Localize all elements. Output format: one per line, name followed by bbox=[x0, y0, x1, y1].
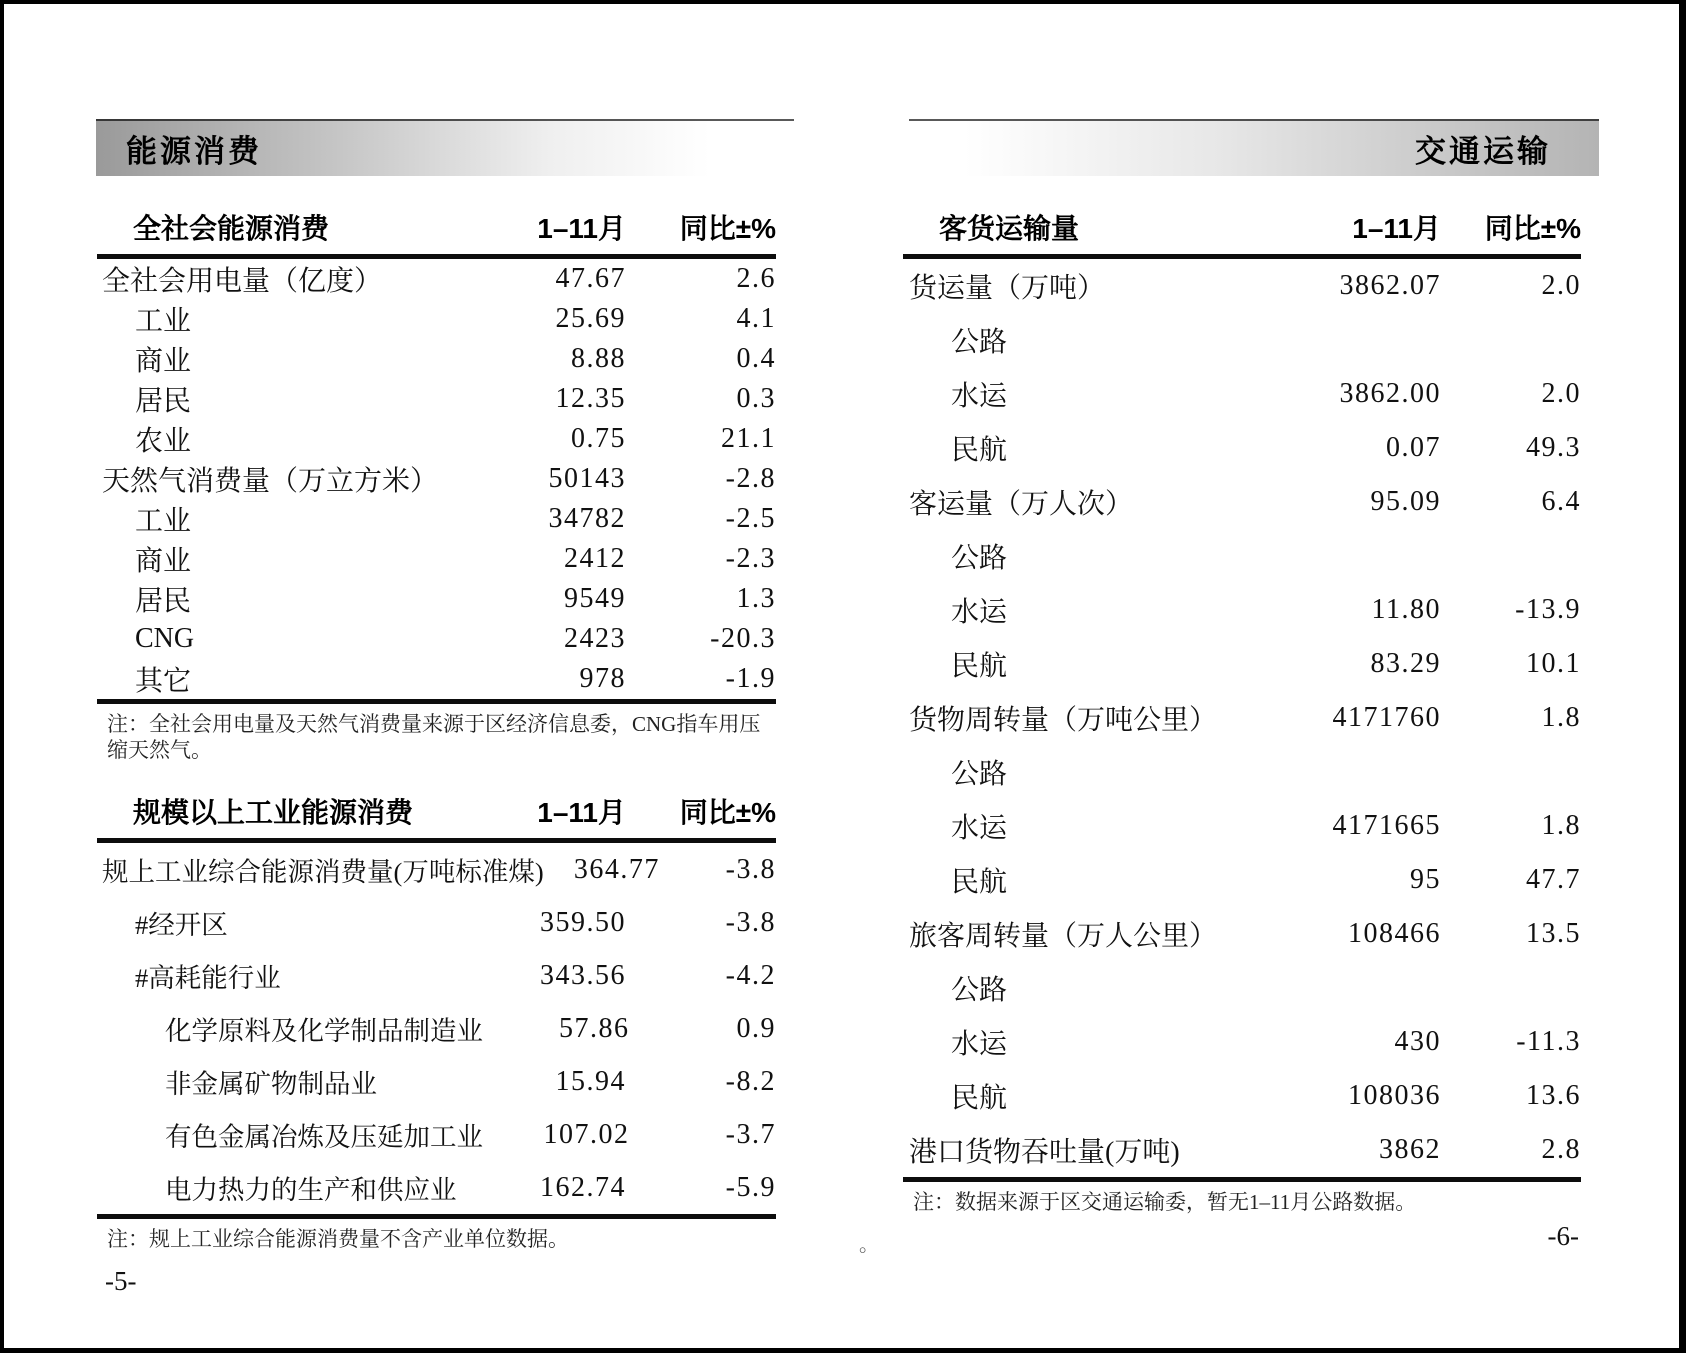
row-yoy-value: -5.9 bbox=[725, 1171, 776, 1203]
row-period-value: 3862 bbox=[1379, 1134, 1441, 1165]
table-society-energy-consumption bbox=[97, 199, 776, 704]
row-yoy-value: 2.6 bbox=[736, 263, 776, 294]
row-period-value: 4171665 bbox=[1332, 810, 1441, 841]
table-row bbox=[97, 379, 776, 419]
table-row bbox=[903, 1123, 1581, 1177]
row-period-value: 34782 bbox=[548, 503, 626, 534]
table-row bbox=[97, 1161, 776, 1214]
table-header-row bbox=[97, 783, 776, 843]
society-energy-table-note: 注：全社会用电量及天然气消费量来源于区经济信息委，CNG指车用压缩天然气。 bbox=[107, 712, 761, 762]
column-header-period: 1–11月 bbox=[1352, 212, 1441, 244]
row-yoy-value: -2.5 bbox=[725, 503, 776, 534]
row-period-value: 8.88 bbox=[571, 343, 626, 374]
row-yoy-value: 21.1 bbox=[721, 423, 776, 454]
row-label: 商业 bbox=[135, 346, 192, 377]
row-label: 水运 bbox=[951, 1029, 1008, 1060]
energy-page-content bbox=[97, 199, 776, 1297]
table-row bbox=[97, 499, 776, 539]
table-row bbox=[97, 339, 776, 379]
table-row bbox=[97, 259, 776, 299]
row-label: 有色金属冶炼及压延加工业 bbox=[165, 1122, 483, 1152]
row-label: #经开区 bbox=[135, 910, 228, 940]
row-period-value: 108466 bbox=[1348, 918, 1441, 949]
table-row bbox=[97, 619, 776, 659]
table-row bbox=[903, 637, 1581, 691]
table-body bbox=[97, 259, 776, 704]
table-row bbox=[97, 896, 776, 949]
row-period-value: 108036 bbox=[1348, 1080, 1441, 1111]
row-yoy-value: 1.8 bbox=[1541, 702, 1581, 733]
row-label: 化学原料及化学制品制造业 bbox=[165, 1016, 483, 1046]
row-period-value: 0.07 bbox=[1386, 432, 1441, 463]
row-period-value: 3862.07 bbox=[1339, 270, 1441, 301]
table-row bbox=[97, 539, 776, 579]
table-body bbox=[903, 259, 1581, 1182]
row-yoy-value: -3.8 bbox=[725, 853, 776, 885]
column-header-yoy: 同比±% bbox=[679, 212, 776, 244]
row-yoy-value: 2.0 bbox=[1541, 378, 1581, 409]
table-row bbox=[97, 843, 776, 896]
row-label: 港口货物吞吐量(万吨) bbox=[909, 1137, 1180, 1168]
column-header-period: 1–11月 bbox=[537, 212, 626, 244]
table-passenger-freight-transport bbox=[903, 199, 1581, 1182]
row-period-value: 343.56 bbox=[540, 959, 626, 991]
row-label: 公路 bbox=[951, 327, 1008, 358]
row-yoy-value: 4.1 bbox=[736, 303, 776, 334]
row-yoy-value: 1.8 bbox=[1541, 810, 1581, 841]
column-header-period: 1–11月 bbox=[537, 796, 626, 828]
energy-section-title: 能源消费 bbox=[126, 134, 262, 169]
row-period-value: 47.67 bbox=[555, 263, 626, 294]
row-yoy-value: 1.3 bbox=[736, 583, 776, 614]
table-body bbox=[97, 843, 776, 1219]
row-label: 居民 bbox=[135, 386, 192, 417]
row-label: 天然气消费量（万立方米） bbox=[102, 466, 439, 497]
row-period-value: 95.09 bbox=[1370, 486, 1441, 517]
row-label: 水运 bbox=[951, 597, 1008, 628]
row-label: 水运 bbox=[951, 813, 1008, 844]
row-period-value: 364.77 bbox=[573, 853, 660, 885]
row-label: 商业 bbox=[135, 546, 192, 577]
table-row bbox=[903, 421, 1581, 475]
row-label: 工业 bbox=[135, 506, 192, 537]
row-label: 农业 bbox=[135, 426, 192, 457]
table-row bbox=[903, 259, 1581, 313]
row-yoy-value: 13.6 bbox=[1526, 1080, 1581, 1111]
row-period-value: 107.02 bbox=[543, 1118, 630, 1150]
row-yoy-value: -3.7 bbox=[725, 1118, 776, 1150]
row-label: 公路 bbox=[951, 543, 1008, 574]
row-yoy-value: 0.3 bbox=[736, 383, 776, 414]
row-label: 电力热力的生产和供应业 bbox=[165, 1175, 457, 1205]
row-label: 全社会用电量（亿度） bbox=[102, 266, 383, 297]
row-yoy-value: 49.3 bbox=[1526, 432, 1581, 463]
row-label: 水运 bbox=[951, 381, 1008, 412]
transport-page-content bbox=[859, 199, 1581, 1256]
row-period-value: 0.75 bbox=[571, 423, 626, 454]
column-header-yoy: 同比±% bbox=[1484, 212, 1581, 244]
row-period-value: 11.80 bbox=[1371, 594, 1441, 625]
row-yoy-value: 47.7 bbox=[1526, 864, 1581, 895]
table-row bbox=[903, 745, 1581, 799]
energy-section-header-bar bbox=[96, 119, 794, 176]
column-header-yoy: 同比±% bbox=[679, 796, 776, 828]
row-label: 公路 bbox=[951, 759, 1008, 790]
row-yoy-value: 2.8 bbox=[1541, 1134, 1581, 1165]
row-label: 工业 bbox=[135, 306, 192, 337]
row-yoy-value: 6.4 bbox=[1541, 486, 1581, 517]
table-row bbox=[97, 419, 776, 459]
table-row bbox=[97, 299, 776, 339]
row-period-value: 95 bbox=[1410, 864, 1441, 895]
row-yoy-value: -3.8 bbox=[725, 906, 776, 938]
page-number-right: -6- bbox=[1547, 1221, 1579, 1251]
table-header-row bbox=[97, 199, 776, 259]
row-yoy-value: -4.2 bbox=[725, 959, 776, 991]
table-row bbox=[97, 579, 776, 619]
row-yoy-value: 0.4 bbox=[736, 343, 776, 374]
row-yoy-value: -1.9 bbox=[725, 663, 776, 694]
row-period-value: 162.74 bbox=[540, 1171, 626, 1203]
table-row bbox=[903, 691, 1581, 745]
row-period-value: 25.69 bbox=[555, 303, 626, 334]
row-period-value: 359.50 bbox=[540, 906, 626, 938]
row-yoy-value: 10.1 bbox=[1526, 648, 1581, 679]
row-label: 民航 bbox=[951, 1083, 1008, 1114]
right-page-footer bbox=[859, 1221, 1581, 1256]
table-row bbox=[903, 853, 1581, 907]
row-period-value: 9549 bbox=[564, 583, 626, 614]
row-period-value: 2412 bbox=[564, 543, 626, 574]
row-yoy-value: 13.5 bbox=[1526, 918, 1581, 949]
table-row bbox=[903, 907, 1581, 961]
table-row bbox=[903, 1015, 1581, 1069]
row-label: 旅客周转量（万人公里） bbox=[909, 921, 1218, 952]
row-yoy-value: -8.2 bbox=[725, 1065, 776, 1097]
row-yoy-value: -2.8 bbox=[725, 463, 776, 494]
row-period-value: 2423 bbox=[564, 623, 626, 654]
row-label: 居民 bbox=[135, 586, 192, 617]
row-period-value: 3862.00 bbox=[1339, 378, 1441, 409]
table-row bbox=[903, 583, 1581, 637]
table-header-row bbox=[903, 199, 1581, 259]
row-label: 民航 bbox=[951, 435, 1008, 466]
row-yoy-value: 2.0 bbox=[1541, 270, 1581, 301]
row-period-value: 83.29 bbox=[1370, 648, 1441, 679]
row-period-value: 978 bbox=[579, 663, 626, 694]
row-period-value: 430 bbox=[1394, 1026, 1441, 1057]
table-row bbox=[903, 961, 1581, 1015]
row-yoy-value: -11.3 bbox=[1516, 1026, 1581, 1057]
table-row bbox=[903, 799, 1581, 853]
table-title: 客货运输量 bbox=[939, 212, 1080, 244]
row-label: 货物周转量（万吨公里） bbox=[909, 705, 1218, 736]
row-yoy-value: -13.9 bbox=[1515, 594, 1581, 625]
table-row bbox=[97, 949, 776, 1002]
table-title: 规模以上工业能源消费 bbox=[133, 796, 414, 828]
table-title: 全社会能源消费 bbox=[133, 212, 330, 244]
row-period-value: 50143 bbox=[548, 463, 626, 494]
table-row bbox=[97, 459, 776, 499]
row-period-value: 4171760 bbox=[1332, 702, 1441, 733]
table-row bbox=[903, 367, 1581, 421]
table-row bbox=[97, 659, 776, 699]
page-number-left: -5- bbox=[105, 1266, 137, 1296]
row-label: 客运量（万人次） bbox=[909, 489, 1134, 520]
table-row bbox=[903, 475, 1581, 529]
table-row bbox=[903, 1069, 1581, 1123]
row-yoy-value: 0.9 bbox=[736, 1012, 776, 1044]
table-row bbox=[97, 1108, 776, 1161]
table-row bbox=[97, 1002, 776, 1055]
row-label: #高耗能行业 bbox=[135, 963, 281, 993]
table-row bbox=[97, 1055, 776, 1108]
row-label: 其它 bbox=[135, 666, 192, 697]
row-label: 货运量（万吨） bbox=[909, 273, 1106, 304]
table-row bbox=[903, 313, 1581, 367]
row-period-value: 57.86 bbox=[559, 1012, 630, 1044]
row-yoy-value: -2.3 bbox=[725, 543, 776, 574]
table-industry-energy-consumption bbox=[97, 783, 776, 1219]
row-period-value: 12.35 bbox=[555, 383, 626, 414]
row-period-value: 15.94 bbox=[555, 1065, 626, 1097]
row-label: 非金属矿物制品业 bbox=[165, 1069, 377, 1099]
industry-energy-table-note: 注：规上工业综合能源消费量不含产业单位数据。 bbox=[107, 1227, 569, 1251]
row-label: 公路 bbox=[951, 975, 1008, 1006]
table-row bbox=[903, 529, 1581, 583]
transport-section-title: 交通运输 bbox=[1415, 134, 1551, 169]
row-label: CNG bbox=[135, 623, 195, 654]
transport-table-note: 注：数据来源于区交通运输委，暂无1–11月公路数据。 bbox=[913, 1190, 1417, 1214]
stray-period-mark: 。 bbox=[859, 1234, 879, 1256]
row-label: 民航 bbox=[951, 651, 1008, 682]
row-label: 规上工业综合能源消费量(万吨标准煤) bbox=[102, 857, 544, 887]
row-label: 民航 bbox=[951, 867, 1008, 898]
row-yoy-value: -20.3 bbox=[710, 623, 776, 654]
transport-section-header-bar bbox=[909, 119, 1599, 176]
